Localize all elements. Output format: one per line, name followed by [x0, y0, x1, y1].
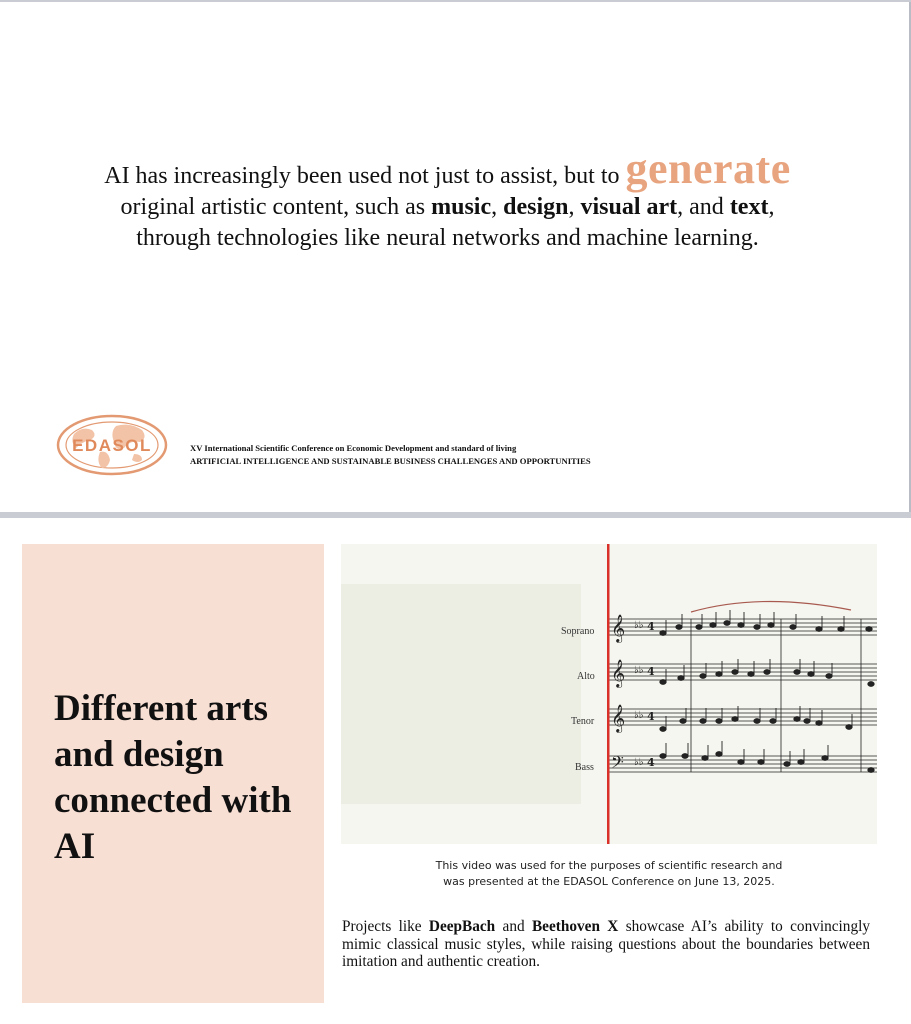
- voice-soprano: Soprano: [561, 626, 595, 637]
- svg-text:𝄞: 𝄞: [611, 659, 626, 687]
- intro-line-3: through technologies like neural networks and machine learning.: [136, 225, 759, 251]
- svg-text:♭♭: ♭♭: [634, 665, 644, 676]
- slide-heading: Different arts and design connected with AI: [54, 688, 292, 867]
- intro-line-1: [0, 144, 895, 193]
- title-panel: [22, 544, 324, 1003]
- edasol-logo: [56, 414, 168, 476]
- intro-line-2: [0, 192, 895, 223]
- intro-text-2: original artistic content, such as: [120, 194, 426, 220]
- intro-text-1: AI has increasingly been used not just to assist, but to: [104, 163, 620, 189]
- bold-text: text: [729, 194, 769, 220]
- svg-text:4: 4: [647, 620, 655, 633]
- desc-and: and: [502, 918, 525, 935]
- voice-tenor: Tenor: [571, 716, 595, 727]
- bold-design: design: [503, 194, 569, 220]
- bold-deepbach: DeepBach: [428, 918, 496, 935]
- svg-text:♭♭: ♭♭: [634, 620, 644, 631]
- svg-text:♭♭: ♭♭: [634, 710, 644, 721]
- voice-bass: Bass: [575, 762, 594, 773]
- intro-paragraph: [0, 144, 895, 254]
- svg-text:4: 4: [647, 665, 655, 678]
- bold-beethoven-x: Beethoven X: [531, 918, 619, 935]
- caption-line-1: This video was used for the purposes of scientific research and: [435, 859, 783, 872]
- conference-theme: ARTIFICIAL INTELLIGENCE AND SUSTAINABLE BUSINESS CHALLENGES AND OPPORTUNITIES: [190, 456, 591, 466]
- video-caption: [341, 858, 877, 890]
- comma: ,: [491, 194, 498, 220]
- conference-title: XV International Scientific Conference on Economic Development and standard of living: [190, 443, 517, 453]
- score-image: [341, 544, 877, 844]
- svg-text:♭♭: ♭♭: [634, 757, 644, 768]
- svg-text:𝄞: 𝄞: [611, 614, 626, 642]
- comma: ,: [768, 194, 775, 220]
- logo-text: EDASOL: [72, 436, 152, 455]
- svg-text:4: 4: [647, 710, 655, 723]
- highlight-word: generate: [625, 144, 791, 193]
- conference-info: [190, 442, 591, 468]
- svg-text:𝄞: 𝄞: [611, 704, 626, 732]
- comma: ,: [568, 194, 575, 220]
- bold-visual-art: visual art: [580, 194, 678, 220]
- desc-text: Projects like: [342, 918, 422, 935]
- music-score-video[interactable]: [341, 544, 877, 844]
- voice-alto: Alto: [577, 671, 595, 682]
- playhead[interactable]: [607, 544, 610, 844]
- desc-text-rest: showcase AI’s ability to convincingly mimic classical music styles, while raising questions about the boundaries between imitation and authentic creation.: [342, 918, 870, 970]
- description-paragraph: [342, 918, 870, 971]
- slide-1: [0, 2, 911, 512]
- svg-text:𝄢: 𝄢: [611, 752, 624, 776]
- bold-music: music: [431, 194, 492, 220]
- svg-text:4: 4: [647, 756, 655, 769]
- caption-line-2: was presented at the EDASOL Conference on June 13, 2025.: [443, 875, 775, 888]
- and-text: , and: [677, 194, 724, 220]
- slide-2: [0, 518, 911, 1024]
